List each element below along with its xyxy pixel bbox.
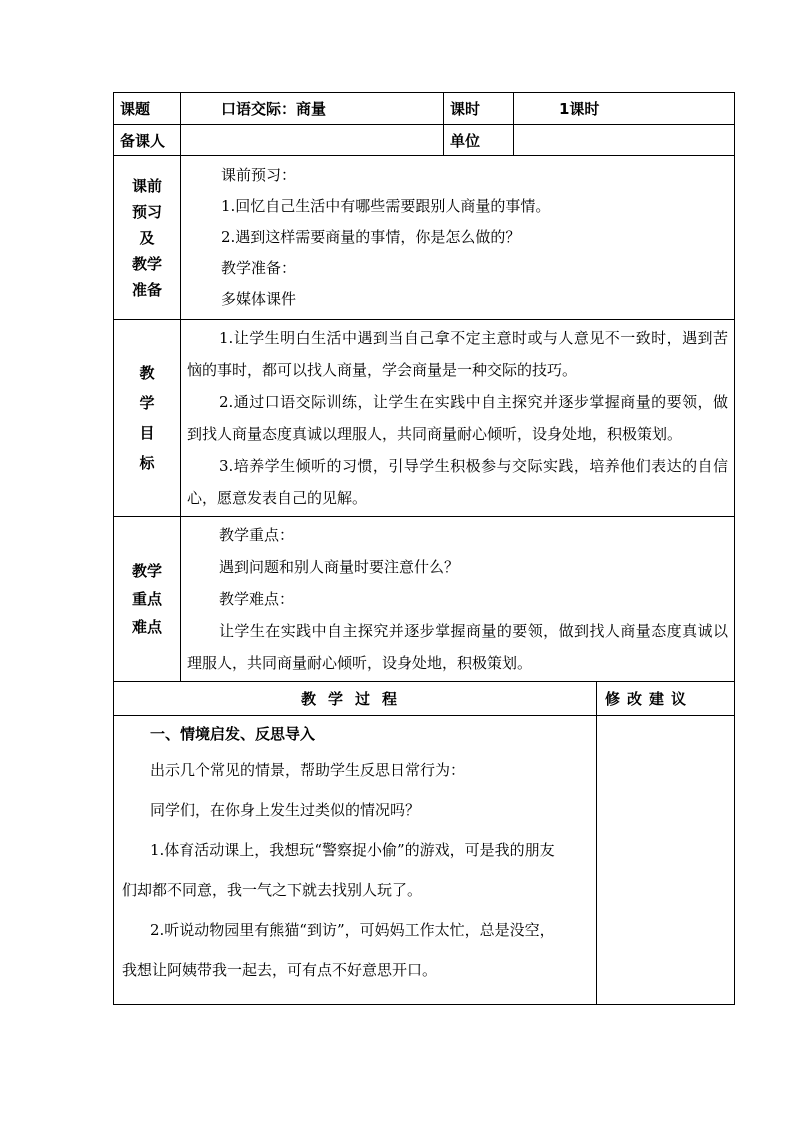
process-header-row: [114, 682, 735, 716]
goals-label-line: 教: [139, 364, 155, 382]
keys-row: [114, 517, 735, 682]
goals-label-line: 标: [139, 454, 155, 472]
process-intro: 出示几个常见的情景，帮助学生反思日常行为：: [150, 761, 466, 779]
topic-label: 课题: [114, 93, 181, 125]
process-content: [114, 716, 597, 1005]
scenario-2-line2: 我想让阿姨带我一起去，可有点不好意思开口。: [122, 961, 438, 979]
process-question: 同学们，在你身上发生过类似的情况吗？: [150, 801, 421, 819]
section-title: 一、情境启发、反思导入: [150, 725, 316, 743]
scenario-1-line2: 们却都不同意，我一气之下就去找别人玩了。: [122, 881, 423, 899]
preparer-value: [181, 125, 444, 156]
prep-label-line: 及: [139, 228, 155, 247]
goals-label: [114, 320, 181, 517]
topic-row: [114, 93, 735, 125]
scenario-1-line1: 1.体育活动课上，我想玩“警察捉小偷”的游戏，可是我的朋友: [150, 841, 555, 859]
process-header: 教学过程: [114, 682, 597, 716]
prep-content: [181, 156, 735, 320]
keys-label: [114, 517, 181, 682]
process-body-row: [114, 716, 735, 1005]
prep-label: [114, 156, 181, 320]
prep-heading: 教学准备：: [221, 259, 297, 277]
suggestion-cell: [597, 716, 735, 1005]
preview-item: 1.回忆自己生活中有哪些需要跟别人商量的事情。: [221, 197, 551, 215]
goal-item: 3.培养学生倾听的习惯，引导学生积极参与交际实践，培养他们表达的自信心，愿意发表自己的见解。: [187, 457, 728, 507]
difficulty-text: 让学生在实践中自主探究并逐步掌握商量的要领，做到找人商量态度真诚以理服人，共同商量耐心倾听，设身处地，积极策划。: [187, 622, 728, 672]
keys-label-line: 重点: [131, 590, 162, 608]
prep-item: 多媒体课件: [221, 290, 297, 308]
goals-label-line: 目: [139, 424, 155, 442]
suggestion-header: 修改建议: [597, 682, 735, 716]
prep-label-line: 准备: [131, 280, 162, 299]
keys-label-line: 教学: [131, 562, 162, 580]
prep-label-line: 课前: [131, 176, 162, 195]
goals-label-line: 学: [139, 394, 155, 412]
focus-text: 遇到问题和别人商量时要注意什么？: [219, 558, 460, 576]
scenario-2-line1: 2.听说动物园里有熊猫“到访”，可妈妈工作太忙，总是没空，: [150, 921, 555, 939]
preview-item: 2.遇到这样需要商量的事情，你是怎么做的？: [221, 228, 521, 246]
difficulty-heading: 教学难点：: [219, 590, 295, 608]
preparer-label: 备课人: [114, 125, 181, 156]
keys-label-line: 难点: [131, 618, 162, 636]
focus-heading: 教学重点：: [219, 526, 295, 544]
lesson-plan-table: [113, 92, 735, 1005]
preparer-row: [114, 125, 735, 156]
keys-content: [181, 517, 735, 682]
period-value: 1课时: [514, 93, 735, 125]
goal-item: 1.让学生明白生活中遇到当自己拿不定主意时或与人意见不一致时，遇到苦恼的事时，都可以找人商量，学会商量是一种交际的技巧。: [187, 329, 728, 379]
preview-heading: 课前预习：: [221, 166, 297, 184]
prep-row: [114, 156, 735, 320]
unit-label: 单位: [444, 125, 514, 156]
goal-item: 2.通过口语交际训练，让学生在实践中自主探究并逐步掌握商量的要领，做到找人商量态度真诚以理服人，共同商量耐心倾听，设身处地，积极策划。: [187, 393, 728, 443]
prep-label-line: 教学: [131, 254, 162, 273]
topic-value: 口语交际：商量: [181, 93, 444, 125]
goals-row: [114, 320, 735, 517]
goals-content: [181, 320, 735, 517]
prep-label-line: 预习: [131, 202, 162, 221]
period-label: 课时: [444, 93, 514, 125]
unit-value: [514, 125, 735, 156]
